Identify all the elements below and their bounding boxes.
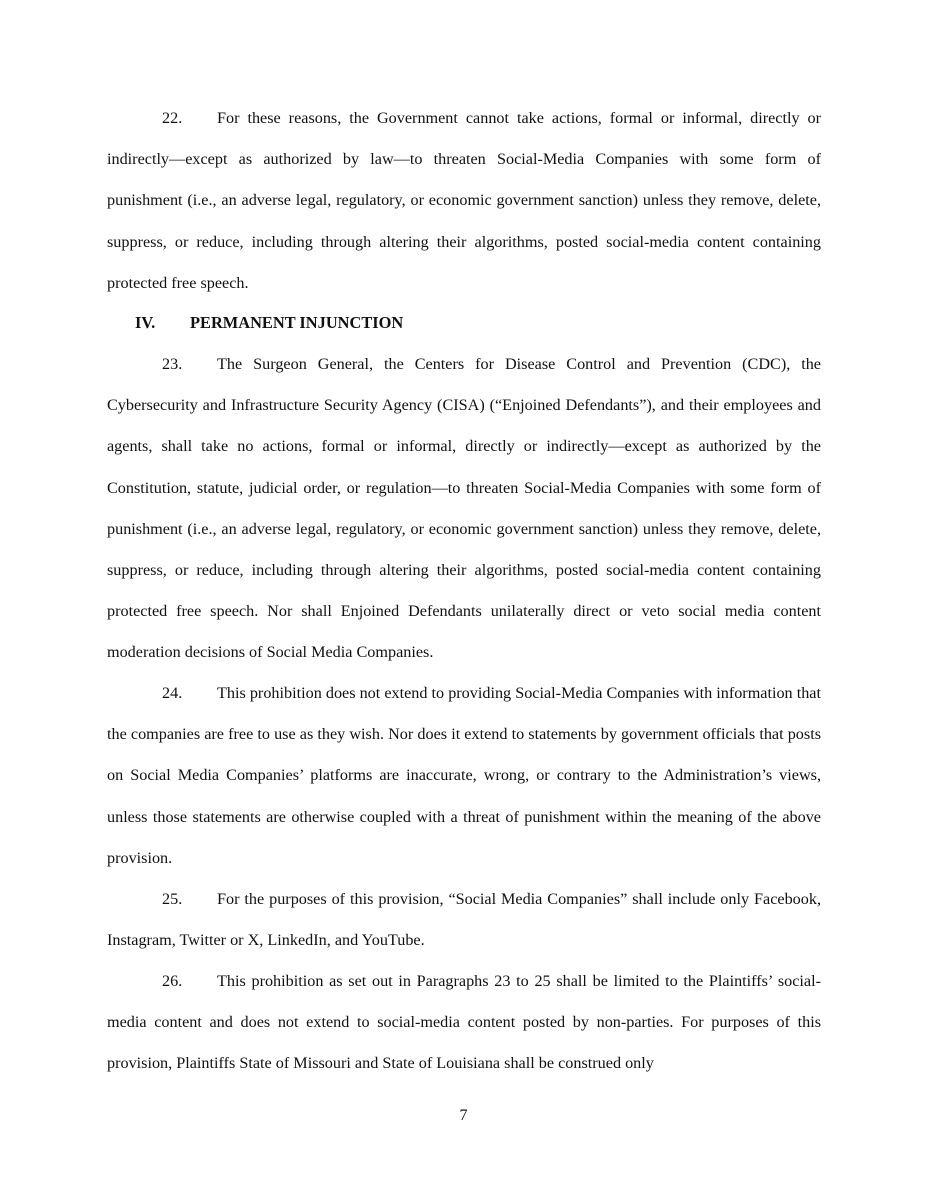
- section-numeral: IV.: [135, 313, 156, 332]
- paragraph-25: [107, 879, 821, 961]
- section-title: PERMANENT INJUNCTION: [190, 313, 404, 332]
- page-number: 7: [459, 1107, 468, 1124]
- paragraph-number: 24.: [162, 684, 183, 702]
- paragraph-number: 25.: [162, 890, 183, 908]
- paragraph-number: 22.: [162, 109, 183, 127]
- paragraph-24: [107, 673, 821, 879]
- paragraph-text: This prohibition does not extend to providing Social-Media Companies with information that the companies are free to use as they wish. Nor does it extend to statements by government officials that posts on Social Media Companies’ platforms are inaccurate, wrong, or contrary to the Administration’s views, unless those statements are otherwise coupled with a threat of punishment within the meaning of the above provision.: [107, 684, 821, 867]
- paragraph-26: [107, 961, 821, 1085]
- paragraph-text: For the purposes of this provision, “Social Media Companies” shall include only Facebook, Instagram, Twitter or X, LinkedIn, and YouTube.: [107, 890, 821, 950]
- paragraph-number: 26.: [162, 972, 183, 990]
- section-heading: [135, 302, 403, 343]
- paragraph-text: The Surgeon General, the Centers for Disease Control and Prevention (CDC), the Cybersecurity and Infrastructure Security Agency (CISA) (“Enjoined Defendants”), and their employees and agents, shall take no actions, formal or informal, directly or indirectly—except as authorized by the Constitution, statute, judicial order, or regulation—to threaten Social-Media Companies with some form of punishment (i.e., an adverse legal, regulatory, or economic government sanction) unless they remove, delete, suppress, or reduce, including through altering their algorithms, posted social-media content containing protected free speech. Nor shall Enjoined Defendants unilaterally direct or veto social media content moderation decisions of Social Media Companies.: [107, 355, 821, 662]
- paragraph-22: [107, 98, 821, 304]
- paragraph-text: For these reasons, the Government cannot take actions, formal or informal, directly or indirectly—except as authorized by law—to threaten Social-Media Companies with some form of punishment (i.e., an adverse legal, regulatory, or economic government sanction) unless they remove, delete, suppress, or reduce, including through altering their algorithms, posted social-media content containing protected free speech.: [107, 109, 821, 292]
- paragraph-23: [107, 344, 821, 674]
- paragraph-number: 23.: [162, 355, 183, 373]
- paragraph-text: This prohibition as set out in Paragraphs 23 to 25 shall be limited to the Plaintiffs’ social-media content and does not extend to social-media content posted by non-parties. For purposes of this provision, Plaintiffs State of Missouri and State of Louisiana shall be construed only: [107, 972, 821, 1073]
